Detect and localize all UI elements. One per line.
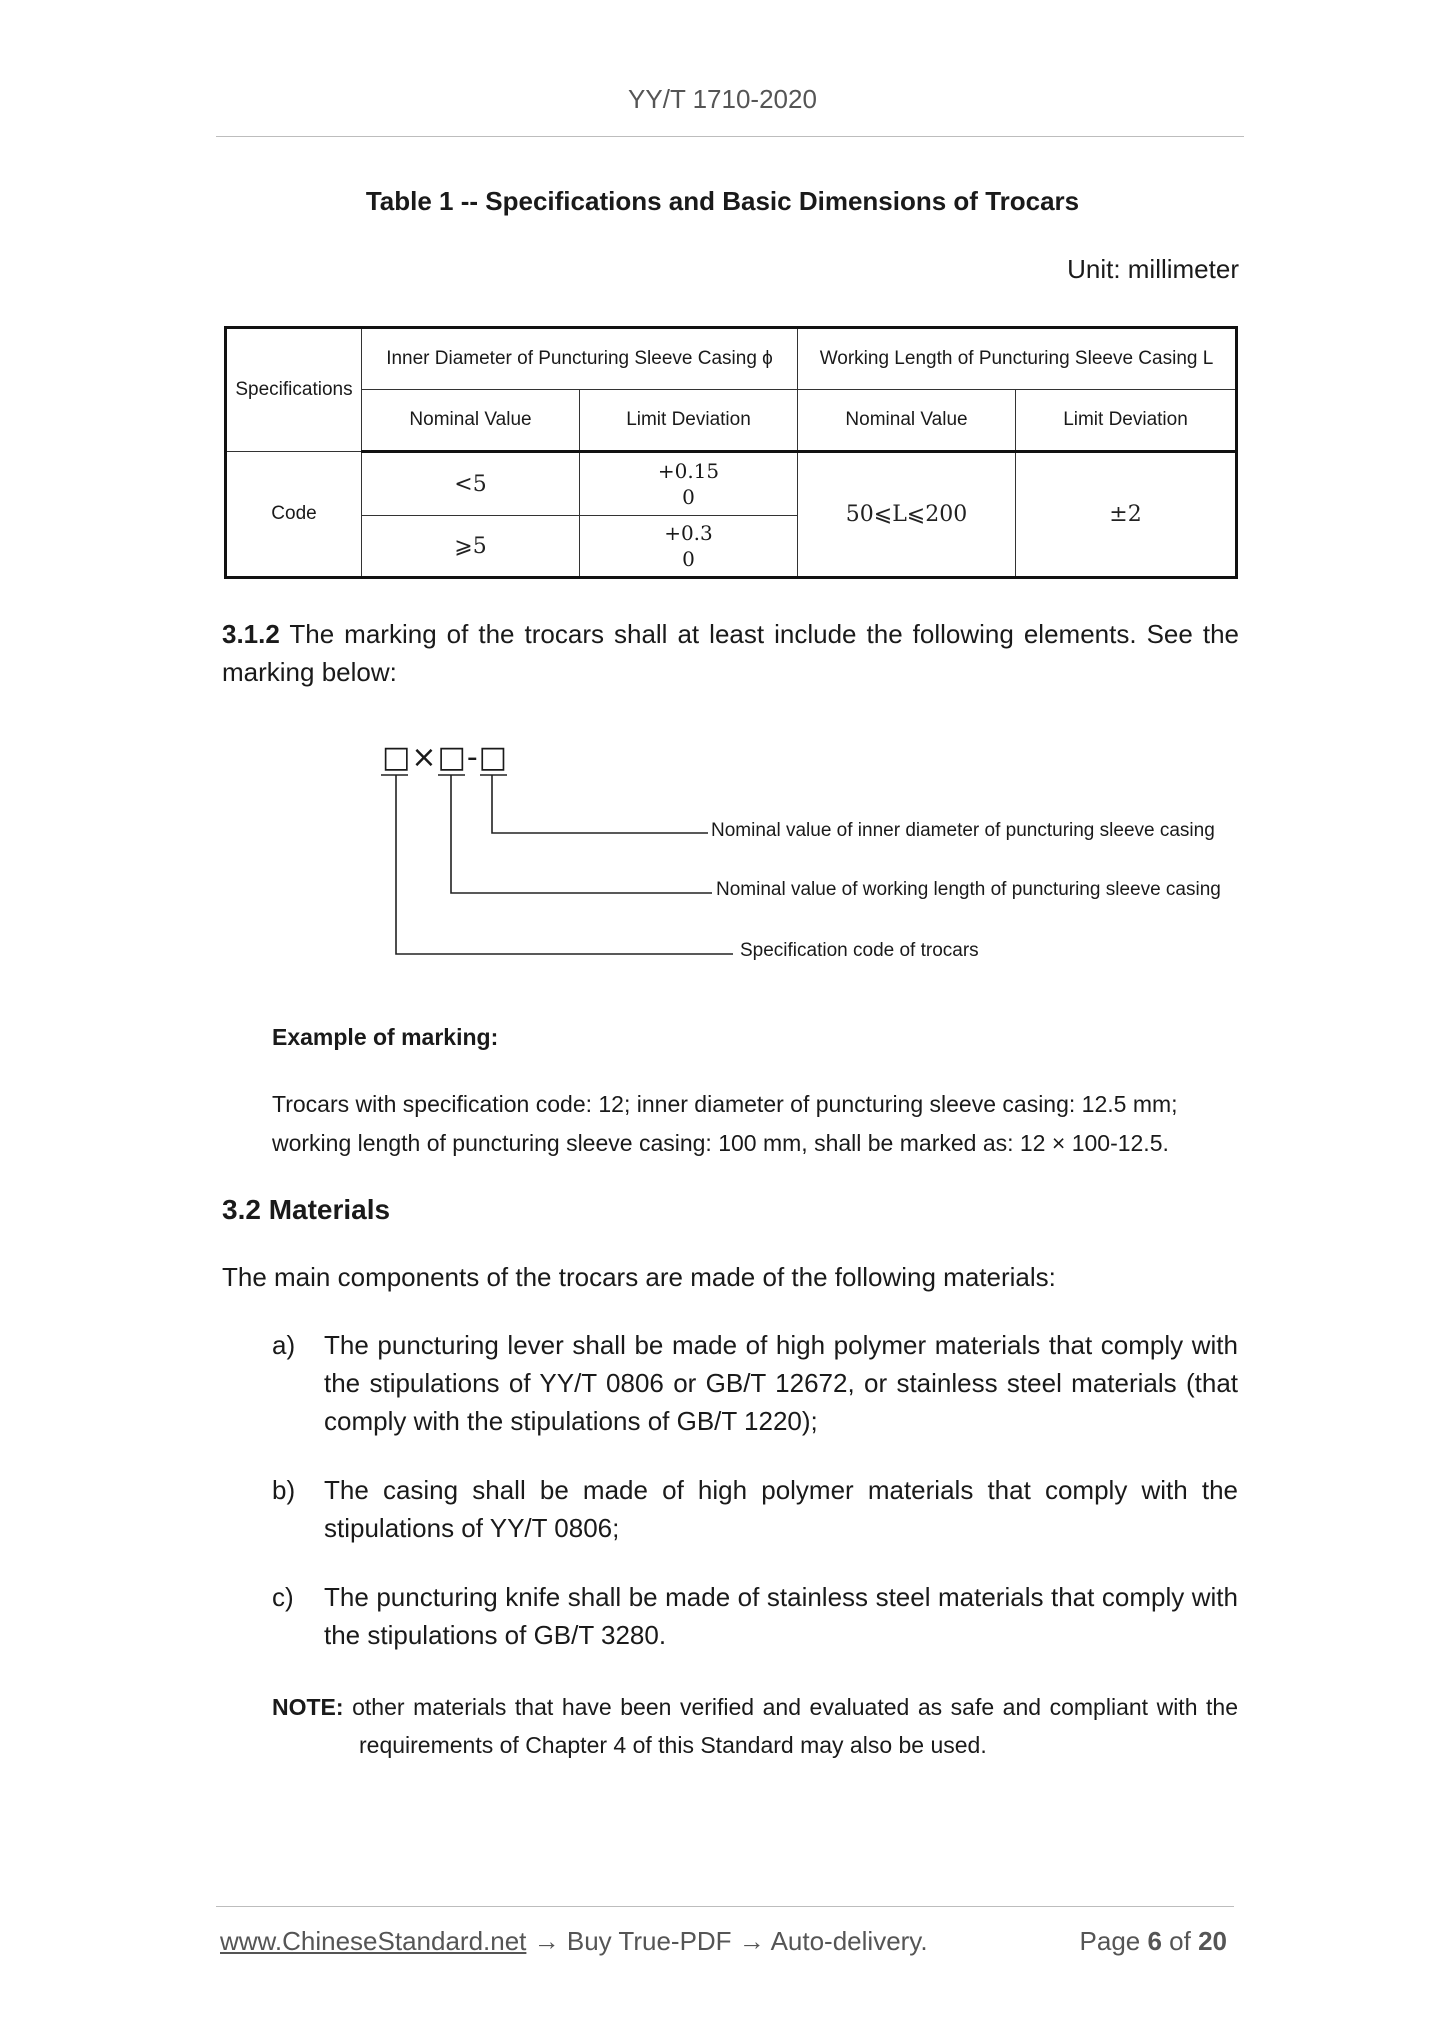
materials-note — [272, 1688, 1238, 1764]
list-item — [272, 1471, 1238, 1547]
footer-divider — [216, 1906, 1234, 1907]
inner-deviation-2-lower: 0 — [682, 547, 695, 571]
list-item — [272, 1326, 1238, 1440]
header-inner-nominal: Nominal Value — [362, 390, 580, 452]
working-nominal: 50⩽L⩽200 — [798, 452, 1016, 578]
inner-nominal-1: <5 — [362, 452, 580, 516]
list-item — [272, 1578, 1238, 1654]
website-link[interactable]: www.ChineseStandard.net — [220, 1926, 527, 1956]
list-letter: c) — [272, 1582, 294, 1612]
example-line-1: Trocars with specification code: 12; inner diameter of puncturing sleeve casing: 12.5 mm; — [272, 1091, 1178, 1117]
section-text: The marking of the trocars shall at least include the following elements. See the marking below: — [222, 619, 1239, 687]
leader-line-spec — [396, 775, 733, 954]
page-of: of — [1161, 1926, 1199, 1956]
section-number: 3.1.2 — [222, 619, 280, 649]
footer-tail: → Buy True-PDF → Auto-delivery. — [526, 1926, 928, 1956]
header-inner-deviation: Limit Deviation — [580, 390, 798, 452]
document-code: YY/T 1710-2020 — [628, 84, 817, 114]
list-letter: a) — [272, 1330, 296, 1360]
inner-deviation-1-lower: 0 — [682, 485, 695, 509]
list-letter: b) — [272, 1475, 296, 1505]
page-number — [1080, 1926, 1227, 1957]
inner-deviation-2 — [580, 516, 798, 578]
header-working-deviation: Limit Deviation — [1016, 390, 1237, 452]
list-text: The puncturing lever shall be made of high polymer materials that comply with the stipulations of YY/T 0806 or GB/T 12672, or stainless steel materials (that comply with the stipulations of GB/T 1220); — [324, 1330, 1238, 1436]
header-working-nominal: Nominal Value — [798, 390, 1016, 452]
label-working-length: Nominal value of working length of puncturing sleeve casing — [716, 879, 1221, 900]
header-working-length: Working Length of Puncturing Sleeve Casing L — [798, 328, 1237, 390]
specification-table — [224, 326, 1238, 579]
example-heading: Example of marking: — [272, 1024, 499, 1050]
marking-code-pattern: □×□-□ — [382, 740, 508, 775]
page-total: 20 — [1198, 1926, 1227, 1956]
inner-nominal-2: ⩾5 — [362, 516, 580, 578]
section-3-1-2 — [222, 615, 1239, 691]
header-inner-diameter: Inner Diameter of Puncturing Sleeve Casing ϕ — [362, 328, 798, 390]
table-title: Table 1 -- Specifications and Basic Dimensions of Trocars — [365, 186, 1080, 216]
leader-line-working — [451, 775, 712, 893]
inner-deviation-1 — [580, 452, 798, 516]
materials-intro: The main components of the trocars are made of the following materials: — [222, 1262, 1056, 1292]
page-current: 6 — [1147, 1926, 1162, 1956]
leader-line-inner — [492, 775, 708, 833]
row-label-code: Code — [226, 452, 362, 578]
label-inner-diameter: Nominal value of inner diameter of puncturing sleeve casing — [711, 820, 1215, 841]
table-unit: Unit: millimeter — [1067, 254, 1239, 284]
example-line-2: working length of puncturing sleeve casing: 100 mm, shall be marked as: 12 × 100-12.5. — [272, 1130, 1169, 1156]
page-prefix: Page — [1079, 1926, 1148, 1956]
note-label: NOTE: — [272, 1694, 344, 1720]
inner-deviation-1-upper: +0.15 — [657, 459, 720, 483]
list-text: The puncturing knife shall be made of stainless steel materials that comply with the stipulations of GB/T 3280. — [324, 1582, 1238, 1650]
working-deviation: ±2 — [1016, 452, 1237, 578]
note-text: other materials that have been verified and evaluated as safe and compliant with the requirements of Chapter 4 of this Standard may also be used. — [343, 1694, 1238, 1758]
header-divider — [216, 136, 1244, 137]
header-specifications: Specifications — [226, 328, 362, 452]
list-text: The casing shall be made of high polymer materials that comply with the stipulations of YY/T 0806; — [324, 1475, 1238, 1543]
inner-deviation-2-upper: +0.3 — [664, 521, 713, 545]
label-spec-code: Specification code of trocars — [740, 940, 979, 961]
section-3-2-heading: 3.2 Materials — [222, 1194, 391, 1225]
footer-promo — [220, 1926, 928, 1957]
